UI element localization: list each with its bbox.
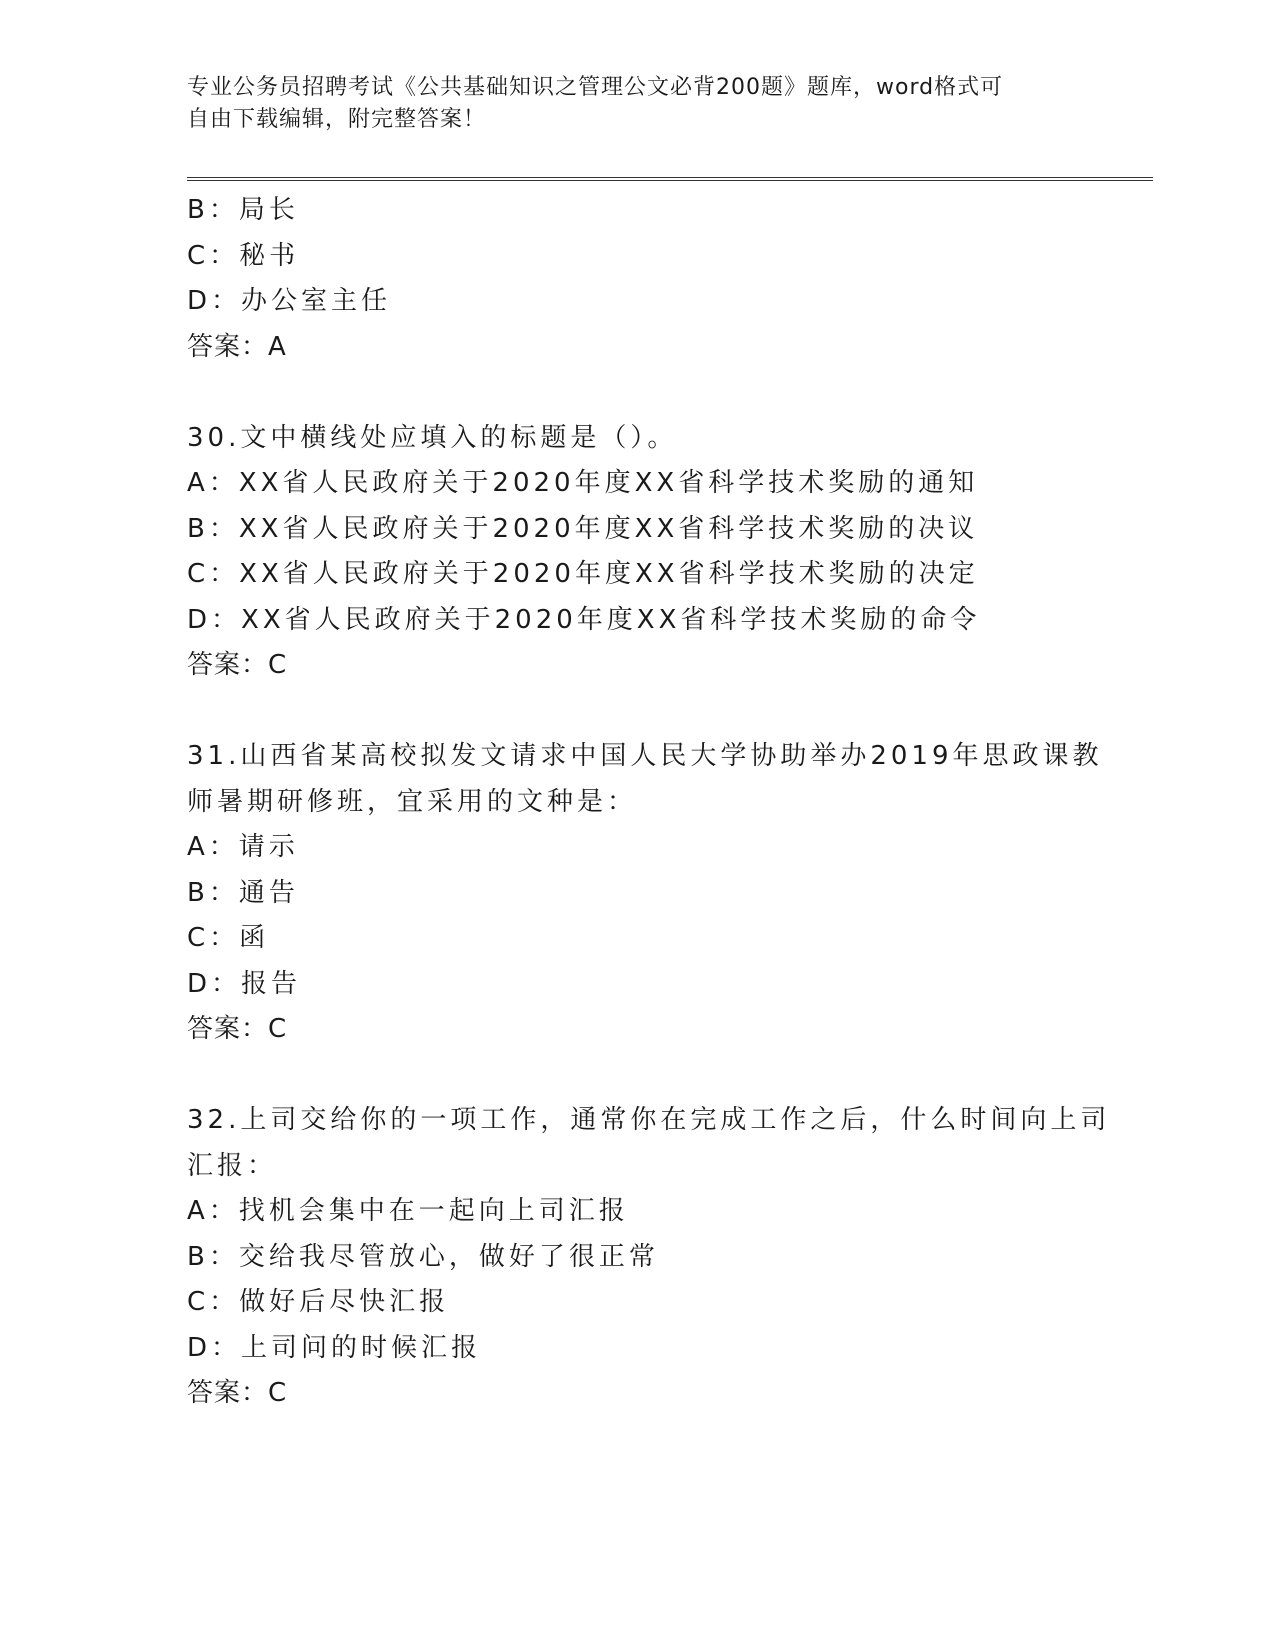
option-b: B：局长 bbox=[187, 195, 299, 225]
option-a: A：XX省人民政府关于2020年度XX省科学技术奖励的通知 bbox=[187, 468, 979, 498]
option-c: C：XX省人民政府关于2020年度XX省科学技术奖励的决定 bbox=[187, 559, 979, 589]
option-d: D：报告 bbox=[187, 968, 302, 999]
spacer bbox=[187, 1053, 1087, 1099]
option-d: D：XX省人民政府关于2020年度XX省科学技术奖励的命令 bbox=[187, 604, 981, 635]
spacer bbox=[187, 370, 1087, 416]
option-a: A：请示 bbox=[187, 832, 299, 862]
option-b: B：XX省人民政府关于2020年度XX省科学技术奖励的决议 bbox=[187, 513, 979, 544]
option-d: D：上司问的时候汇报 bbox=[187, 1332, 482, 1363]
header-divider bbox=[187, 177, 1153, 181]
option-d: D：办公室主任 bbox=[187, 286, 392, 316]
question-stem-line-2: 师暑期研修班，宜采用的文种是： bbox=[187, 786, 638, 817]
header-line-2: 自由下载编辑，附完整答案！ bbox=[187, 107, 487, 132]
option-c: C：秘书 bbox=[187, 240, 300, 271]
question-stem-line-1: 32.上司交给你的一项工作，通常你在完成工作之后，什么时间向上司 bbox=[187, 1105, 1111, 1135]
option-c: C：函 bbox=[187, 923, 270, 953]
header-line-1: 专业公务员招聘考试《公共基础知识之管理公文必背200题》题库，word格式可 bbox=[187, 75, 1004, 100]
question-stem: 30.文中横线处应填入的标题是（）。 bbox=[187, 422, 678, 453]
option-b: B：交给我尽管放心，做好了很正常 bbox=[187, 1241, 659, 1272]
document-header bbox=[187, 72, 1087, 136]
question-list bbox=[187, 188, 1111, 1417]
question-stem-line-1: 31.山西省某高校拟发文请求中国人民大学协助举办2019年思政课教 bbox=[187, 741, 1103, 771]
question-32 bbox=[187, 1098, 1111, 1417]
answer-line: 答案：C bbox=[187, 1378, 288, 1408]
question-31 bbox=[187, 734, 1103, 1053]
answer-line: 答案：C bbox=[187, 650, 288, 680]
question-29-continued bbox=[187, 188, 1087, 370]
option-a: A：找机会集中在一起向上司汇报 bbox=[187, 1196, 629, 1226]
answer-line: 答案：C bbox=[187, 1014, 288, 1044]
option-b: B：通告 bbox=[187, 877, 299, 908]
option-c: C：做好后尽快汇报 bbox=[187, 1287, 450, 1317]
question-stem-line-2: 汇报： bbox=[187, 1150, 278, 1181]
spacer bbox=[187, 689, 1087, 735]
answer-line: 答案：A bbox=[187, 331, 287, 362]
question-30 bbox=[187, 416, 1087, 689]
